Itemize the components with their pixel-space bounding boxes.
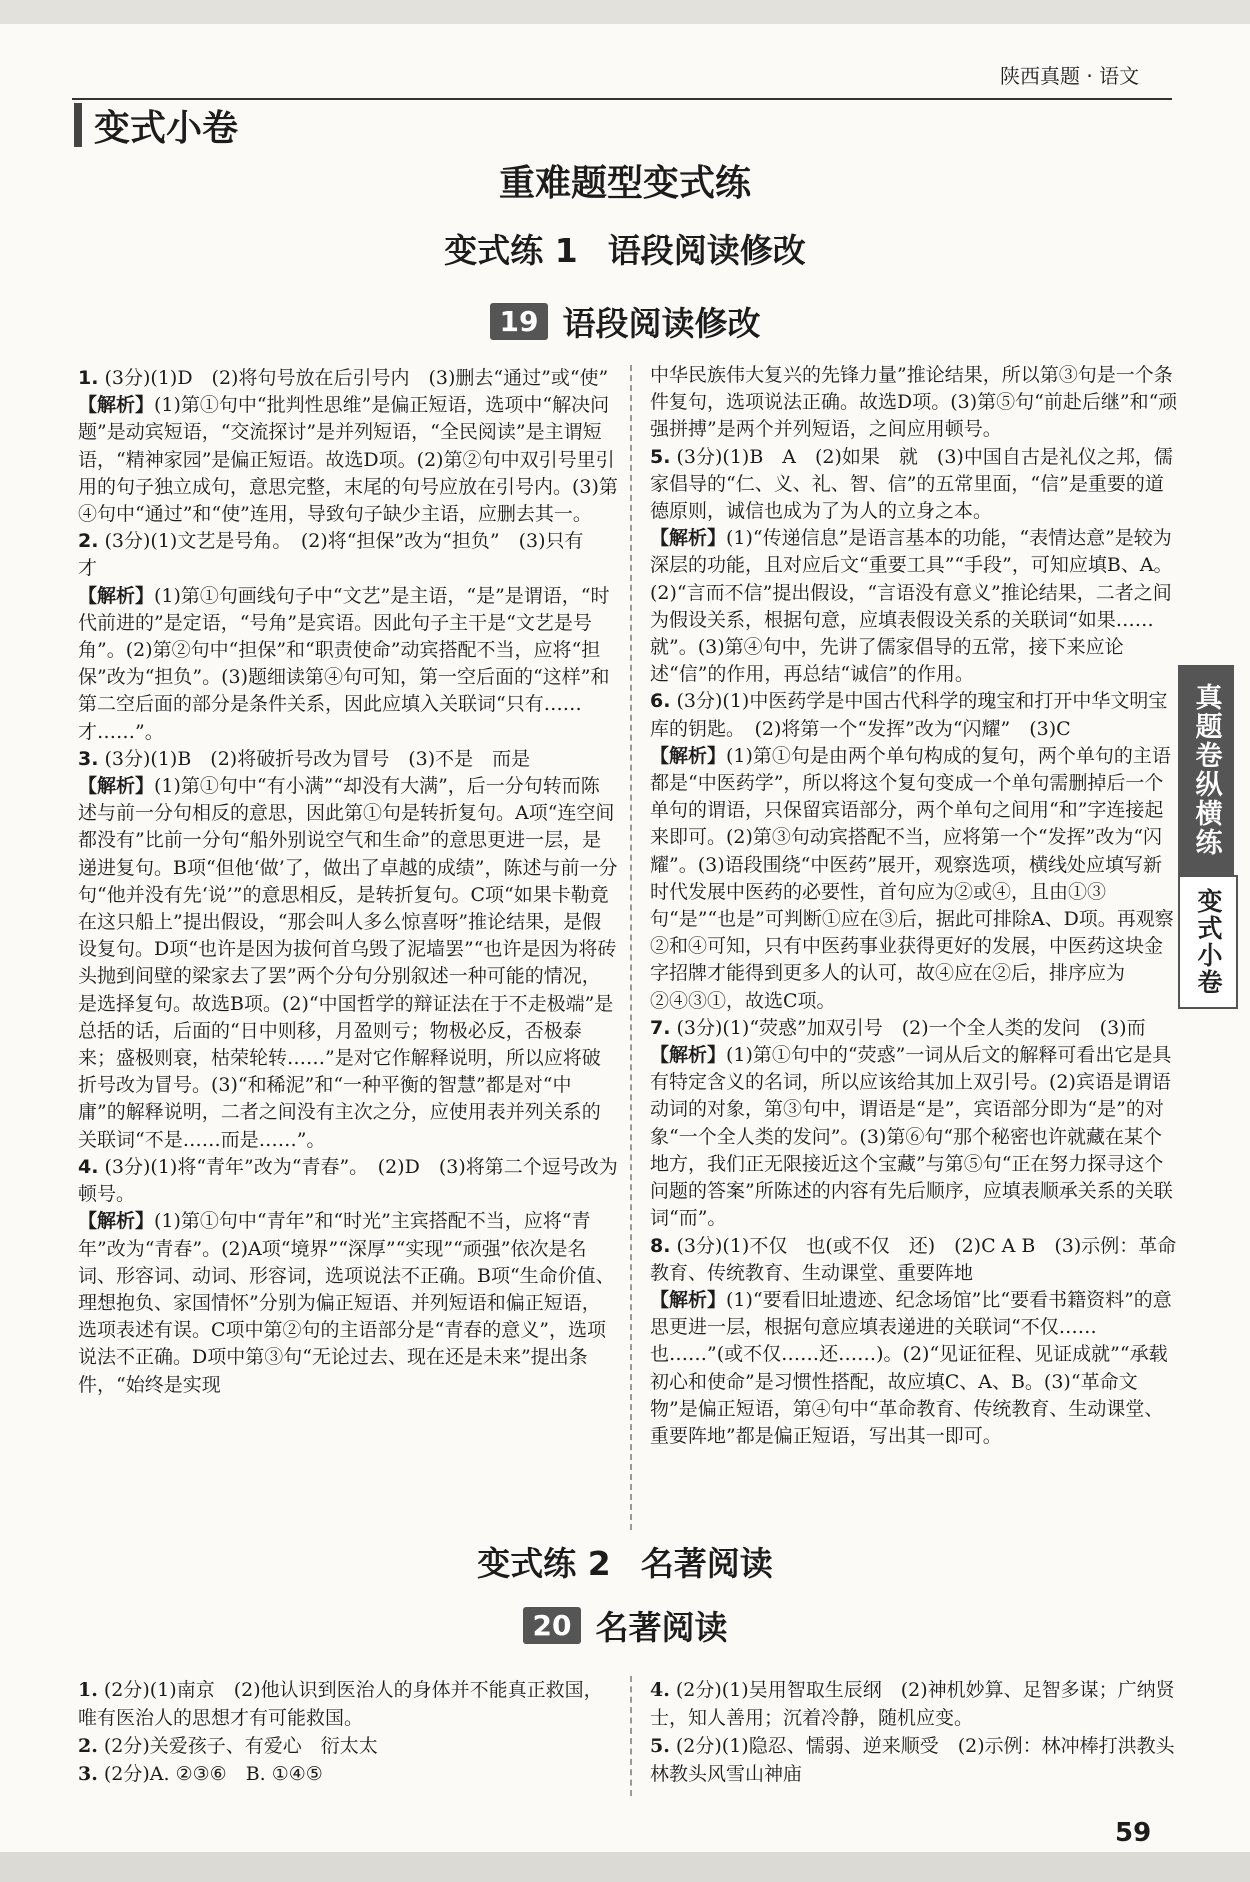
analysis-tag: 【解析】 bbox=[650, 744, 727, 767]
analysis-text: (1)第①句画线句子中“文艺”是主语，“是”是谓语，“时代前进的”是定语，“号角”是宾语。因此句子主干是“文艺是号角”。(2)第②句中“担保”和“职责使命”动宾搭配不当，应将“担保”改为“担负”。(3)题细读第④句可知，第一空后面的“这样”和第二空后面的部分是条件关系，因此应填入关联词“只有……才……”。 bbox=[78, 584, 610, 743]
side-tab-primary: 真题卷纵横练 bbox=[1178, 665, 1234, 875]
item-text: (2分)A. ②③⑥ B. ①④⑤ bbox=[103, 1763, 323, 1785]
item-analysis: 中华民族伟大复兴的先锋力量”推论结果，所以第③句是一个条件复句，选项说法正确。故选D项。(3)第⑤句“前赴后继”和“顽强拼搏”是两个并列短语，之间应用顿号。 bbox=[650, 364, 1178, 441]
item-answer: (3分)(1)D (2)将句号放在后引号内 (3)删去“通过”或“使” bbox=[104, 367, 609, 389]
item-answer: (3分)(1)将“青年”改为“青春”。 (2)D (3)将第二个逗号改为顿号。 bbox=[78, 1155, 618, 1206]
part-19-heading bbox=[0, 298, 1250, 345]
book-item-3 bbox=[78, 1760, 618, 1788]
item-text: (2分)(1)隐忍、懦弱、逆来顺受 (2)示例：林冲棒打洪教头 林教头风雪山神庙 bbox=[650, 1735, 1194, 1785]
analysis-tag: 【解析】 bbox=[78, 775, 155, 798]
part-19-title: 语段阅读修改 bbox=[562, 304, 761, 343]
item-analysis bbox=[650, 1042, 1180, 1232]
right-column bbox=[650, 362, 1180, 1450]
part-20-badge: 20 bbox=[523, 1607, 582, 1644]
item-number: 2. bbox=[78, 530, 99, 553]
item-answer: (3分)(1)B (2)将破折号改为冒号 (3)不是 而是 bbox=[104, 747, 531, 770]
analysis-text: (1)“要看旧址遗迹、纪念场馆”比“要看书籍资料”的意思更进一层，根据句意应填表递进的关联词“不仅……也……”(或不仅……还……)。(2)“见证征程、见证成就”“承载初心和使命”是习惯性搭配，故应填C、A、B。(3)“革命文物”是偏正短语，第④句中“革命教育、传统教育、生动课堂、重要阵地”都是偏正短语，写出其一即可。 bbox=[650, 1288, 1172, 1447]
part-19-badge: 19 bbox=[490, 303, 549, 340]
exercise-2-name: 名著阅读 bbox=[640, 1544, 773, 1583]
page-number: 59 bbox=[1115, 1818, 1152, 1848]
analysis-text: (1)第①句中的“荧惑”一词从后文的解释可看出它是具有特定含义的名词，所以应该给其加上双引号。(2)宾语是谓语动词的对象，第③句中，谓语是“是”，宾语部分即为“是”的对象“一个全人类的发问”。(3)第⑥句“那个秘密也许就藏在某个地方，我们正无限接近这个宝藏”与第⑤句“正在努力探寻这个问题的答案”所陈述的内容有先后顺序，应填表顺承关系的关联词“而”。 bbox=[650, 1044, 1173, 1230]
section-tag-label: 变式小卷 bbox=[94, 107, 239, 149]
item-analysis bbox=[78, 392, 618, 528]
analysis-tag: 【解析】 bbox=[650, 1288, 727, 1311]
book-item-2 bbox=[78, 1732, 618, 1760]
item-analysis bbox=[650, 1287, 1180, 1450]
item-number: 1. bbox=[78, 367, 99, 389]
book-item-5 bbox=[650, 1732, 1194, 1788]
item-analysis bbox=[78, 583, 618, 746]
analysis-tag: 【解析】 bbox=[650, 1044, 727, 1067]
answer-item-6 bbox=[650, 688, 1180, 1014]
analysis-tag: 【解析】 bbox=[650, 527, 727, 550]
item-number: 4. bbox=[78, 1155, 99, 1178]
item-number: 6. bbox=[650, 690, 671, 713]
item-number: 3. bbox=[78, 1763, 98, 1785]
item-text: (2分)(1)南京 (2)他认识到医治人的身体并不能真正救国，唯有医治人的思想才有可能救国。 bbox=[78, 1679, 603, 1729]
analysis-text: (1)第①句中“有小满”“却没有大满”，后一分句转而陈述与前一分句相反的意思，因此第①句是转折复句。A项“连空间都没有”比前一分句“船外别说空气和生命”的意思更进一层，是递进复句。B项“但他‘做’了，做出了卓越的成绩”，陈述与前一分句“他并没有先‘说’”的意思相反，是转折复句。C项“如果卡勒竟在这只船上”提出假设，“那会叫人多么惊喜呀”推论结果，是假设复句。D项“也许是因为拔何首乌毁了泥墙罢”“也许是因为将砖头抛到间壁的梁家去了罢”两个分句分别叙述一种可能的情况，是选择复句。故选B项。(2)“中国哲学的辩证法在于不走极端”是总括的话，后面的“日中则移，月盈则亏；物极必反，否极泰来；盛极则衰，枯荣轮转……”是对它作解释说明，所以应将破折号改为冒号。(3)“和稀泥”和“一种平衡的智慧”都是对“中庸”的解释说明，二者之间没有主次之分，应使用表并列关系的关联词“不是……而是……”。 bbox=[78, 775, 618, 1151]
analysis-tag: 【解析】 bbox=[78, 1210, 155, 1233]
item-number: 5. bbox=[650, 1735, 670, 1757]
bottom-scan-strip bbox=[0, 1852, 1250, 1882]
item-number: 2. bbox=[78, 1735, 98, 1757]
side-tab-secondary: 变式小卷 bbox=[1178, 875, 1238, 1009]
answer-item-4-continued bbox=[650, 362, 1180, 444]
item-text: (2分)(1)吴用智取生辰纲 (2)神机妙算、足智多谋；广纳贤士，知人善用；沉着冷静，随机应变。 bbox=[650, 1679, 1175, 1729]
part-20-heading bbox=[0, 1602, 1250, 1649]
analysis-text: (1)第①句中“批判性思维”是偏正短语，选项中“解决问题”是动宾短语，“交流探讨”是并列短语，“全民阅读”是主谓短语，“精神家园”是偏正短语。故选D项。(2)第②句中双引号里引用的句子独立成句，意思完整，末尾的句号应放在引号内。(3)第④句中“通过”和“使”连用，导致句子缺少主语，应删去其一。 bbox=[78, 394, 618, 526]
analysis-text: (1)第①句是由两个单句构成的复句，两个单句的主语都是“中医药学”，所以将这个复句变成一个单句需删掉后一个单句的谓语，只保留宾语部分，两个单句之间用“和”字连接起来即可。(2)第③句动宾搭配不当，应将第一个“发挥”改为“闪耀”。(3)语段围绕“中医药”展开，观察选项，横线处应填写新时代发展中医药的必要性，首句应为②或④，且由①③句“是”“也是”可判断①应在③后，据此可排除A、D项。再观察②和④可知，只有中医药事业获得更好的发展，中医药这块金字招牌才能得到更多人的认可，故④应在②后，排序应为②④③①，故选C项。 bbox=[650, 744, 1174, 1012]
item-number: 7. bbox=[650, 1016, 671, 1039]
answer-item-4 bbox=[78, 1154, 618, 1399]
bottom-right-column bbox=[650, 1676, 1194, 1788]
item-number: 1. bbox=[78, 1679, 98, 1701]
answer-item-3 bbox=[78, 746, 618, 1154]
section-tag-bar bbox=[74, 103, 82, 147]
book-item-4 bbox=[650, 1676, 1180, 1732]
header-subject: 陕西真题 · 语文 bbox=[1000, 64, 1140, 88]
exercise-1-heading bbox=[0, 225, 1250, 272]
item-answer: (3分)(1)B A (2)如果 就 (3)中国自古是礼仪之邦，儒家倡导的“仁、义、礼、智、信”的五常里面，“信”是重要的道德原则，诚信也成为了为人的立身之本。 bbox=[650, 445, 1173, 523]
exercise-2-heading bbox=[0, 1538, 1250, 1585]
answer-item-2 bbox=[78, 528, 618, 746]
item-number: 4. bbox=[650, 1679, 670, 1701]
item-analysis bbox=[650, 743, 1180, 1015]
bottom-column-divider bbox=[630, 1676, 632, 1796]
page-title: 重难题型变式练 bbox=[498, 163, 751, 204]
analysis-tag: 【解析】 bbox=[78, 394, 155, 417]
book-item-1 bbox=[78, 1676, 618, 1732]
item-number: 5. bbox=[650, 445, 671, 468]
item-number: 8. bbox=[650, 1234, 671, 1257]
item-answer: (3分)(1)中医药学是中国古代科学的瑰宝和打开中华文明宝库的钥匙。 (2)将第一个“发挥”改为“闪耀” (3)C bbox=[650, 690, 1168, 740]
exercise-1-name: 语段阅读修改 bbox=[607, 231, 806, 270]
item-number: 3. bbox=[78, 747, 99, 770]
section-tag bbox=[74, 100, 238, 150]
exercise-1-label: 变式练 1 bbox=[444, 231, 578, 270]
column-divider bbox=[630, 365, 632, 1530]
left-column bbox=[78, 365, 618, 1399]
item-analysis bbox=[78, 1208, 618, 1398]
analysis-text: (1)“传递信息”是语言基本的功能，“表情达意”是较为深层的功能，且对应后文“重要工具”“手段”，可知应填B、A。(2)“言而不信”提出假设，“言语没有意义”推论结果，二者之间为假设关系，根据句意，应填表假设关系的关联词“如果……就”。(3)第④句中，先讲了儒家倡导的五常，接下来应论述“信”的作用，再总结“诚信”的作用。 bbox=[650, 527, 1173, 686]
part-20-title: 名著阅读 bbox=[595, 1608, 728, 1647]
item-text: (2分)关爱孩子、有爱心 衍太太 bbox=[103, 1735, 378, 1757]
top-scan-strip bbox=[0, 0, 1250, 24]
answer-item-5 bbox=[650, 444, 1180, 689]
analysis-text: (1)第①句中“青年”和“时光”主宾搭配不当，应将“青年”改为“青春”。(2)A项“境界”“深厚”“实现”“顽强”依次是名词、形容词、动词、形容词，选项说法不正确。B项“生命价值、理想抱负、家国情怀”分别为偏正短语、并列短语和偏正短语，选项表述有误。C项中第②句的主语部分是“青春的意义”，选项说法不正确。D项中第③句“无论过去、现在还是未来”提出条件，“始终是实现 bbox=[78, 1210, 615, 1396]
item-answer: (3分)(1)文艺是号角。 (2)将“担保”改为“担负” (3)只有 才 bbox=[78, 530, 603, 580]
item-analysis bbox=[78, 773, 618, 1154]
item-analysis bbox=[650, 525, 1180, 688]
answer-item-1 bbox=[78, 365, 618, 528]
item-answer: (3分)(1)“荧惑”加双引号 (2)一个全人类的发问 (3)而 bbox=[676, 1016, 1146, 1039]
exercise-2-label: 变式练 2 bbox=[477, 1544, 611, 1583]
item-answer: (3分)(1)不仅 也(或不仅 还) (2)C A B (3)示例：革命教育、传统教育、生动课堂、重要阵地 bbox=[650, 1234, 1177, 1284]
analysis-tag: 【解析】 bbox=[78, 584, 155, 607]
bottom-left-column bbox=[78, 1676, 618, 1788]
answer-item-8 bbox=[650, 1233, 1180, 1451]
answer-item-7 bbox=[650, 1015, 1180, 1233]
